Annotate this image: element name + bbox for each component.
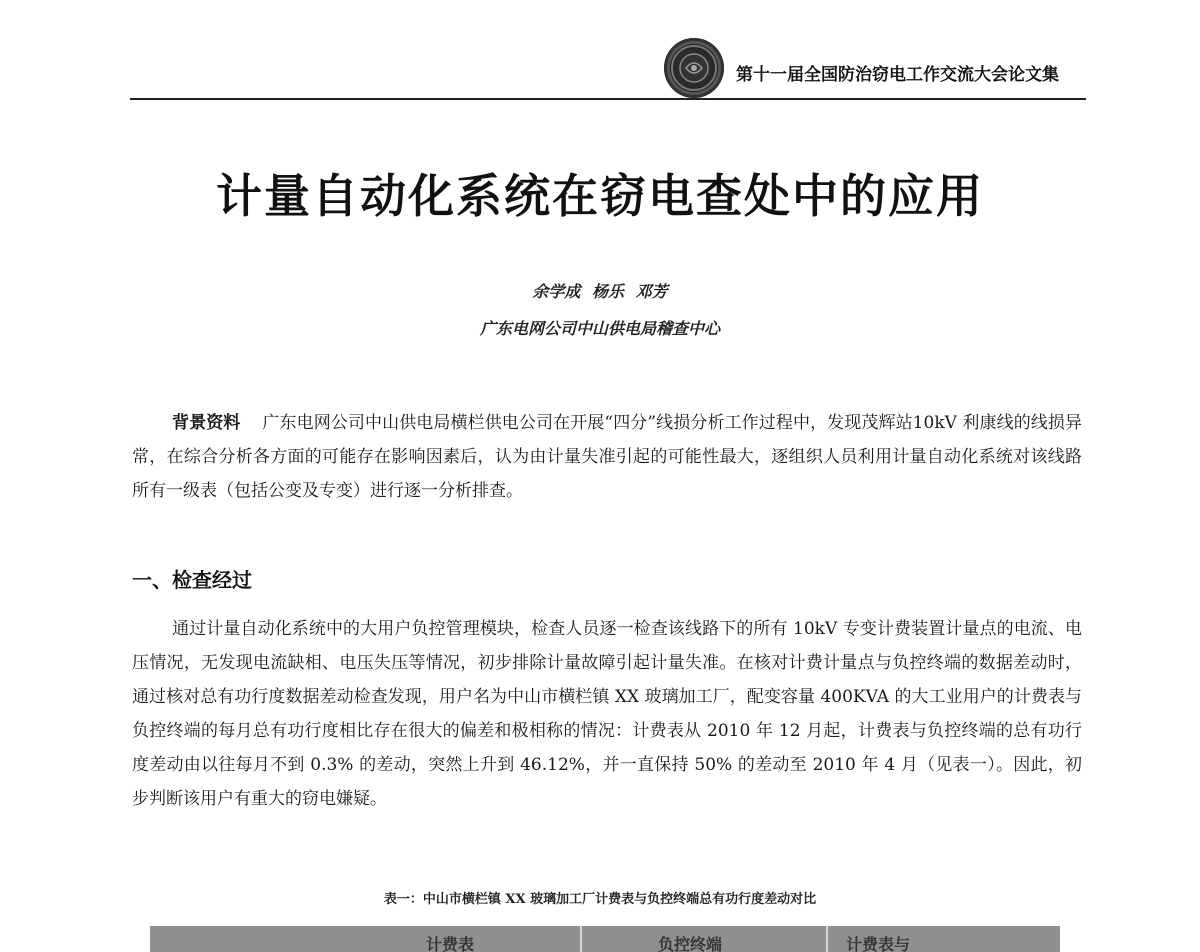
header-rule <box>130 98 1086 100</box>
table-column-divider <box>580 926 582 952</box>
background-paragraph <box>132 406 1082 508</box>
background-text: 广东电网公司中山供电局横栏供电公司在开展“四分”线损分析工作过程中，发现茂辉站10kV 利康线的线损异常，在综合分析各方面的可能存在影响因素后，认为由计量失准引起的可能性最大，逐组织人员利用计量自动化系统对该线路所有一级表（包括公变及专变）进行逐一分析排查。 <box>132 413 1082 501</box>
table-column-divider <box>826 926 828 952</box>
comparison-table <box>150 926 1060 952</box>
table-caption: 表一：中山市横栏镇 XX 玻璃加工厂计费表与负控终端总有功行度差动对比 <box>383 892 817 907</box>
background-label: 背景资料 <box>172 413 241 433</box>
author-list: 余学成 杨乐 邓芳 <box>532 282 668 301</box>
section-text: 通过计量自动化系统中的大用户负控管理模块，检查人员逐一检查该线路下的所有 10kV 专变计费装置计量点的电流、电压情况，无发现电流缺相、电压失压等情况，初步排除计量故障引起计量失准。在核对计费计量点与负控终端的数据差动时，通过核对总有功行度数据差动检查发现，用户名为中山市横栏镇 XX 玻璃加工厂，配变容量 400KVA 的大工业用户的计费表与负控终端的每月总有功行度相比存在很大的偏差和极相称的情况：计费表从 2010 年 12 月起，计费表与负控终端的总有功行度差动由以往每月不到 0.3% 的差动，突然上升到 46.12%，并一直保持 50% 的差动至 2010 年 4 月（见表一）。因此，初步判断该用户有重大的窃电嫌疑。 <box>132 619 1082 809</box>
conference-seal-logo <box>664 38 724 98</box>
running-header <box>130 38 1086 100</box>
series-title: 第十一届全国防治窃电工作交流大会论文集 <box>736 65 1059 85</box>
section-paragraph <box>132 612 1082 816</box>
table-header-cell: 计费表与 <box>846 935 911 952</box>
table-header-cell: 计费表 <box>426 935 475 952</box>
seal-emblem-icon <box>664 38 724 98</box>
paper-title: 计量自动化系统在窃电查处中的应用 <box>216 169 984 223</box>
section-heading: 一、检查经过 <box>132 568 252 592</box>
table-header-cell: 负控终端 <box>658 935 723 952</box>
affiliation: 广东电网公司中山供电局稽查中心 <box>479 319 720 338</box>
